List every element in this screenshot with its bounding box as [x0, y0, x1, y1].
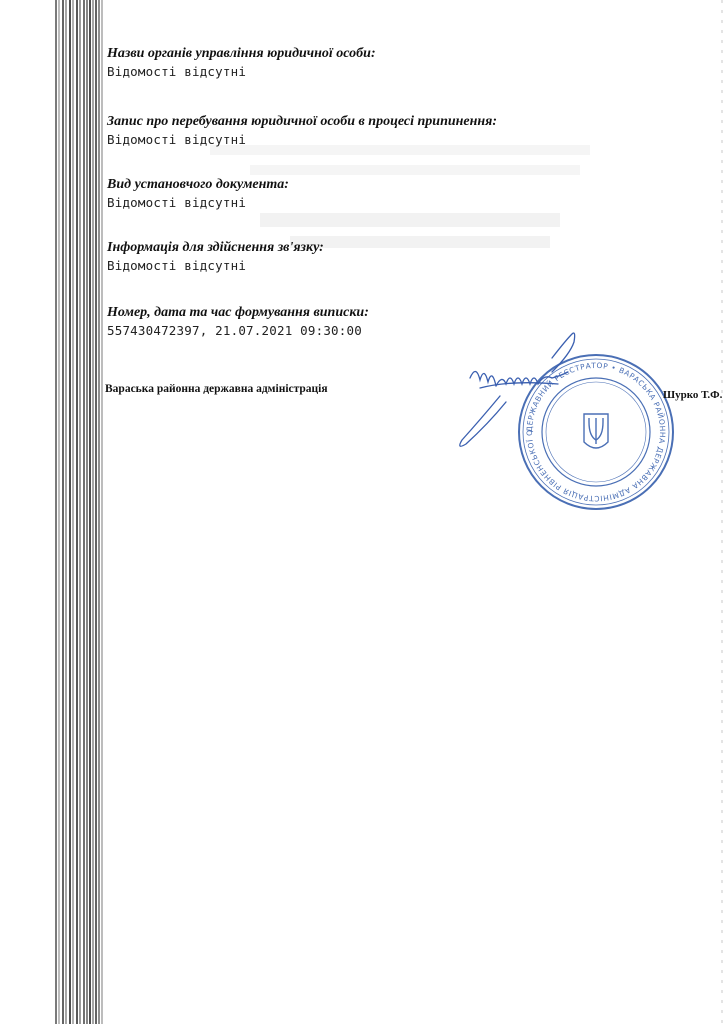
- field-value: 557430472397, 21.07.2021 09:30:00: [107, 323, 362, 338]
- field-label: Інформація для здійснення зв'язку:: [107, 240, 324, 255]
- registrar-name: Шурко Т.Ф.: [663, 389, 723, 401]
- binding-strip: [0, 0, 120, 1024]
- issuing-authority: Вараська районна державна адміністрація: [105, 383, 328, 395]
- field-founding-document: [107, 177, 289, 211]
- bleed-through-line: [250, 165, 580, 175]
- field-value: Відомості відсутні: [107, 195, 247, 210]
- field-value: Відомості відсутні: [107, 64, 247, 79]
- scan-edge-right: [713, 0, 725, 1024]
- field-termination-record: [107, 114, 497, 148]
- field-label: Назви органів управління юридичної особи:: [107, 46, 376, 61]
- field-label: Вид установчого документа:: [107, 177, 289, 192]
- field-contact-info: [107, 240, 324, 274]
- field-extract-number-datetime: [107, 305, 369, 339]
- handwritten-signature: [440, 328, 600, 458]
- field-governing-bodies: [107, 46, 376, 80]
- bleed-through-line: [290, 236, 550, 248]
- field-label: Номер, дата та час формування виписки:: [107, 305, 369, 320]
- field-value: Відомості відсутні: [107, 132, 247, 147]
- field-value: Відомості відсутні: [107, 258, 247, 273]
- field-label: Запис про перебування юридичної особи в процесі припинення:: [107, 114, 498, 129]
- svg-text:ДЕРЖАВНИЙ РЕЄСТРАТОР • ВАРАСЬК: ДЕРЖАВНИЙ РЕЄСТРАТОР • ВАРАСЬКА РАЙОННА ДЕРЖАВНА АДМІНІСТРАЦІЯ РІВНЕНСЬКОЇ О: [524, 360, 668, 504]
- bleed-through-line: [260, 213, 560, 227]
